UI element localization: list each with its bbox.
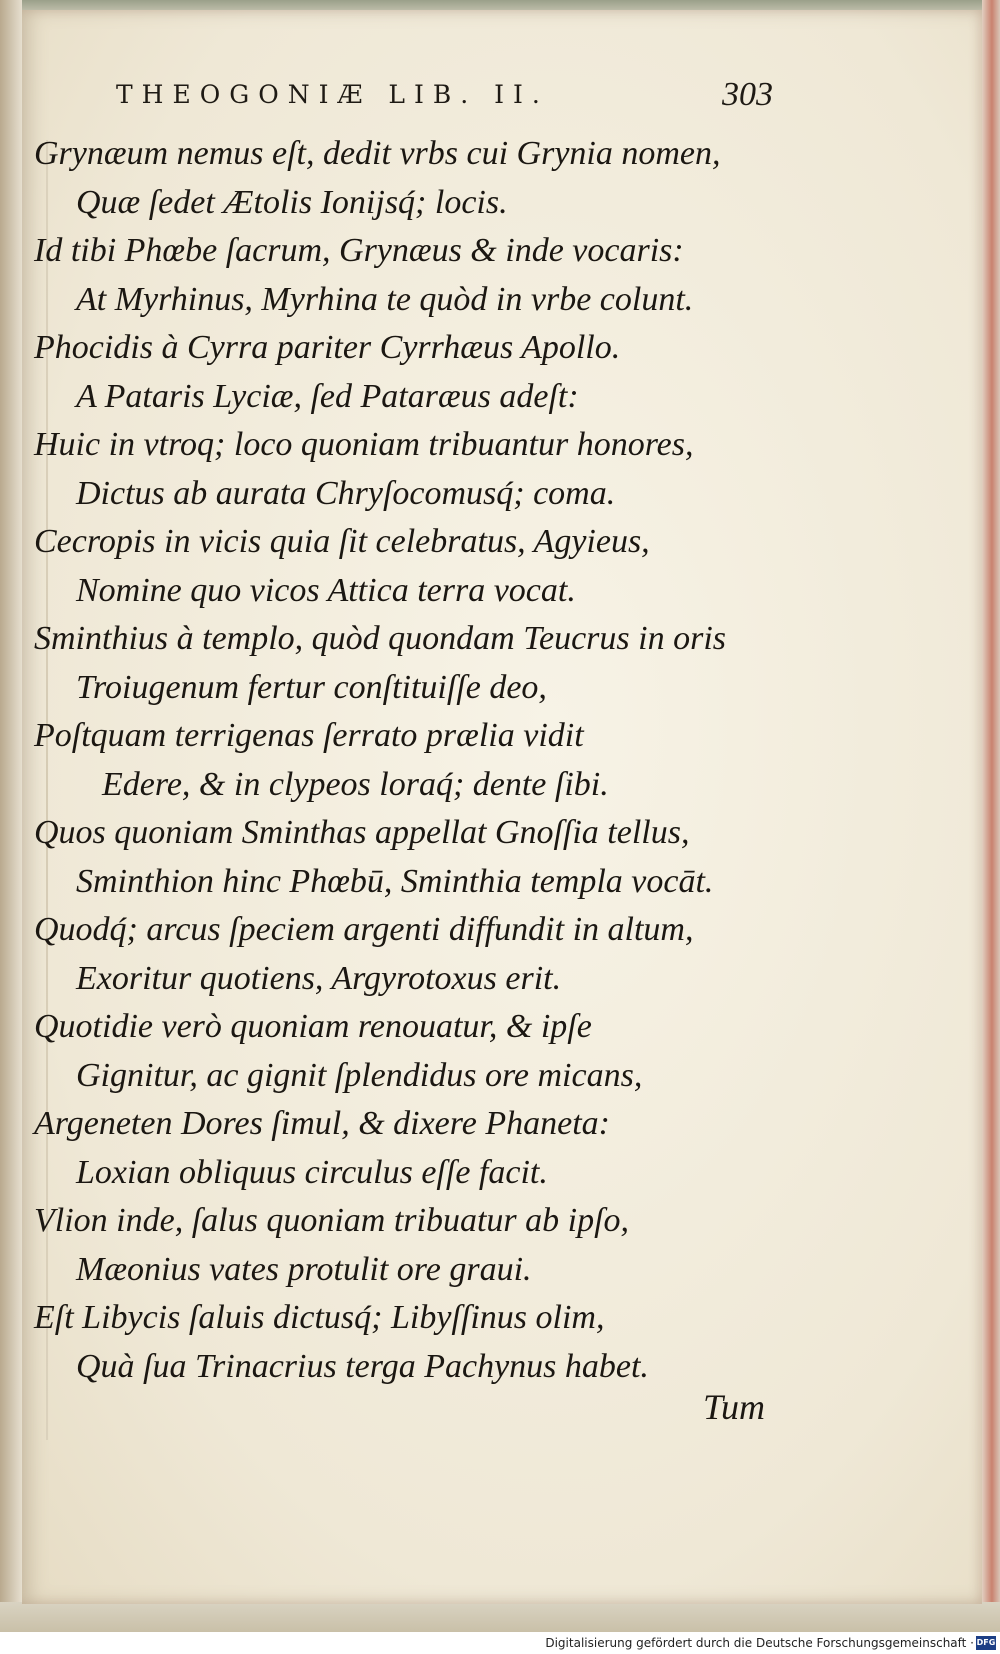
dfg-logo: DFG xyxy=(976,1636,996,1650)
catchword: Tum xyxy=(703,1387,766,1427)
verse-line: Loxian obliquus circulus eſſe facit. xyxy=(76,1153,548,1191)
verse-line: Sminthius à templo, quòd quondam Teucrus in oris xyxy=(34,620,727,657)
page-number: 303 xyxy=(722,76,773,113)
verse-line: Troiugenum fertur conſtituiſſe deo, xyxy=(76,668,547,706)
verse-line: Id tibi Phœbe ſacrum, Grynæus & inde vocaris: xyxy=(34,232,684,269)
verse-line: Vlion inde, ſalus quoniam tribuatur ab ipſo, xyxy=(34,1202,630,1239)
verse-line: Gignitur, ac gignit ſplendidus ore micans, xyxy=(76,1056,643,1094)
verse-line: Cecropis in vicis quia ſit celebratus, Agyieus, xyxy=(34,523,650,560)
verse-line: Quos quoniam Sminthas appellat Gnoſſia tellus, xyxy=(34,814,690,851)
verse-line: Quodq́; arcus ſpeciem argenti diffundit in altum, xyxy=(34,911,694,948)
verse-line: Sminthion hinc Phœbū, Sminthia templa vocāt. xyxy=(76,862,714,900)
verse-line: Exoritur quotiens, Argyrotoxus erit. xyxy=(76,959,562,997)
verse-line: Edere, & in clypeos loraq́; dente ſibi. xyxy=(102,765,609,803)
digitization-credit: Digitalisierung gefördert durch die Deutsche Forschungsgemeinschaft · xyxy=(0,1632,1000,1654)
verse-line: Quæ ſedet Ætolis Ionijsq́; locis. xyxy=(76,183,508,221)
page-edge-right xyxy=(982,0,1000,1654)
verse-line: Quà ſua Trinacrius terga Pachynus habet. xyxy=(76,1347,649,1385)
verse-line: A Pataris Lyciæ, ſed Pataræus adeſt: xyxy=(76,377,579,415)
verse-line: Poſtquam terrigenas ſerrato prælia vidit xyxy=(34,717,584,754)
verse-block xyxy=(34,130,794,1391)
verse-line: Dictus ab aurata Chryſocomusq́; coma. xyxy=(76,474,616,512)
verse-line: Eſt Libycis ſaluis dictusq́; Libyſſinus olim, xyxy=(34,1299,605,1336)
verse-line: Argeneten Dores ſimul, & dixere Phaneta: xyxy=(34,1105,610,1142)
verse-line: At Myrhinus, Myrhina te quòd in vrbe colunt. xyxy=(76,280,694,318)
page-edge-left xyxy=(0,0,22,1654)
verse-line: Grynæum nemus eſt, dedit vrbs cui Grynia nomen, xyxy=(34,135,721,172)
verse-line: Mæonius vates protulit ore graui. xyxy=(76,1250,532,1288)
running-head: THEOGONIÆ LIB. II. xyxy=(116,80,549,109)
verse-line: Quotidie verò quoniam renouatur, & ipſe xyxy=(34,1008,592,1045)
verse-line: Nomine quo vicos Attica terra vocat. xyxy=(76,571,576,609)
verse-line: Huic in vtroq; loco quoniam tribuantur honores, xyxy=(34,426,694,463)
verse-line: Phocidis à Cyrra pariter Cyrrhæus Apollo. xyxy=(34,329,621,366)
page-edge-bottom xyxy=(0,1602,1000,1632)
